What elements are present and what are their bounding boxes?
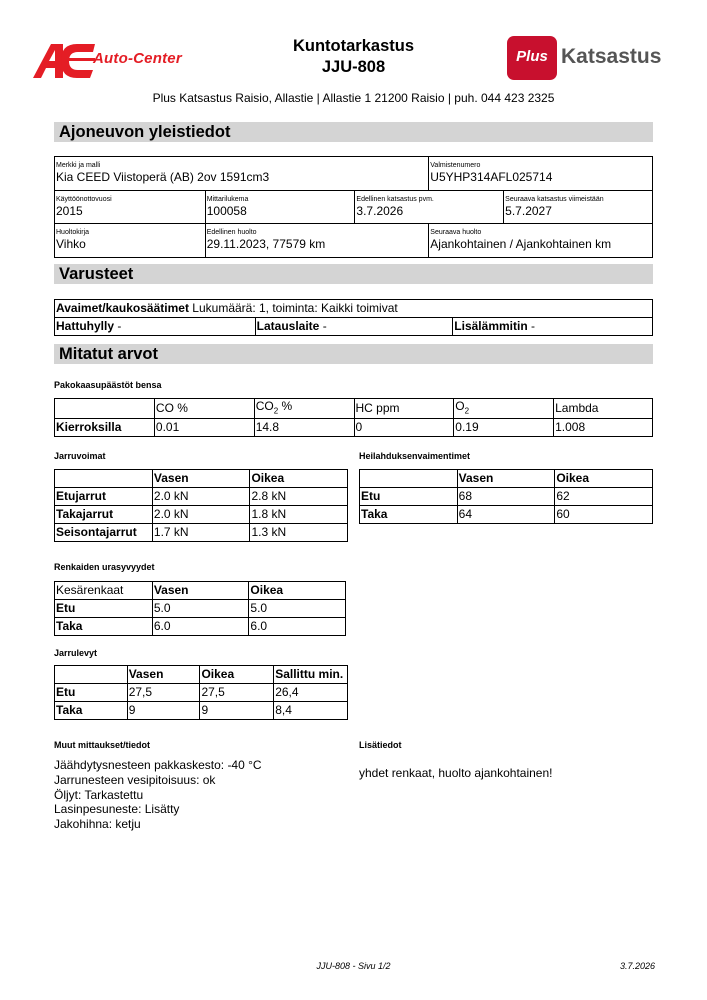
- plus-katsastus-logo: [507, 36, 672, 82]
- table-row: Taka 9 9 8,4: [55, 702, 348, 720]
- table-row: Etu 5.0 5.0: [55, 600, 346, 618]
- footer-page-number: JJU-808 - Sivu 1/2: [316, 961, 391, 971]
- table-row: Etujarrut 2.0 kN 2.8 kN: [55, 488, 348, 506]
- list-item: Jakohihna: ketju: [54, 817, 141, 832]
- service-book-cell: Huoltokirja Vihko: [55, 224, 206, 258]
- keys-row: Avaimet/kaukosäätimet Lukumäärä: 1, toiminta: Kaikki toimivat: [55, 300, 653, 318]
- section-heading-general: Ajoneuvon yleistiedot: [54, 122, 653, 142]
- list-item: Jarrunesteen vesipitoisuus: ok: [54, 772, 216, 787]
- katsastus-wordmark: Katsastus: [561, 45, 662, 68]
- vin-cell: Valmistenumero U5YHP314AFL025714: [429, 157, 653, 191]
- table-row: Taka 64 60: [360, 506, 653, 524]
- charger-cell: Latauslaite -: [255, 318, 453, 336]
- make-model-cell: Merkki ja malli Kia CEED Viistoperä (AB) 2ov 1591cm3: [55, 157, 429, 191]
- general-info-table: [54, 156, 653, 258]
- list-item: Öljyt: Tarkastettu: [54, 787, 144, 802]
- aux-heater-cell: Lisälämmitin -: [453, 318, 653, 336]
- brake-discs-title: Jarrulevyt: [54, 648, 98, 658]
- additional-info-title: Lisätiedot: [359, 740, 402, 750]
- make-model-value: Kia CEED Viistoperä (AB) 2ov 1591cm3: [56, 170, 270, 184]
- table-row: Takajarrut 2.0 kN 1.8 kN: [55, 506, 348, 524]
- tyre-depth-title: Renkaiden urasyvyydet: [54, 562, 155, 572]
- plus-badge: Plus: [507, 36, 557, 80]
- brake-discs-table: Vasen Oikea Sallittu min. Etu 27,5 27,5 26,4 Taka 9 9 8,4: [54, 665, 348, 720]
- title-plate: JJU-808: [321, 58, 386, 76]
- list-item: Jäähdytysnesteen pakkaskesto: -40 °C: [54, 758, 262, 772]
- brake-force-table: Vasen Oikea Etujarrut 2.0 kN 2.8 kN Takajarrut 2.0 kN 1.8 kN Seisontajarrut 1.7 kN 1.3 kN: [54, 469, 348, 542]
- tyre-depth-table: Kesärenkaat Vasen Oikea Etu 5.0 5.0 Taka 6.0 6.0: [54, 581, 346, 636]
- title-line-1: Kuntotarkastus: [292, 37, 415, 55]
- other-measurements-title: Muut mittaukset/tiedot: [54, 740, 150, 750]
- section-heading-equipment: Varusteet: [54, 264, 653, 284]
- next-service-cell: Seuraava huolto Ajankohtainen / Ajankohtainen km: [429, 224, 653, 258]
- table-row: Taka 6.0 6.0: [55, 618, 346, 636]
- section-heading-measured: Mitatut arvot: [54, 344, 653, 364]
- emissions-title: Pakokaasupäästöt bensa: [54, 380, 162, 390]
- other-measurements-list: [54, 758, 262, 832]
- equipment-table: [54, 299, 653, 336]
- auto-center-wordmark: Auto-Center: [93, 50, 182, 67]
- additional-info-text: yhdet renkaat, huolto ajankohtainen!: [359, 766, 553, 780]
- hat-shelf-cell: Hattuhylly -: [55, 318, 256, 336]
- table-row: Seisontajarrut 1.7 kN 1.3 kN: [55, 524, 348, 542]
- vin-value: U5YHP314AFL025714: [430, 170, 553, 184]
- station-address: Plus Katsastus Raisio, Allastie | Allastie 1 21200 Raisio | puh. 044 423 2325: [152, 91, 555, 105]
- previous-service-cell: Edellinen huolto 29.11.2023, 77579 km: [205, 224, 429, 258]
- next-inspection-cell: Seuraava katsastus viimeistään 5.7.2027: [504, 191, 653, 224]
- brake-force-title: Jarruvoimat: [54, 451, 106, 461]
- footer-date: 3.7.2026: [620, 961, 656, 971]
- previous-inspection-cell: Edellinen katsastus pvm. 3.7.2026: [355, 191, 504, 224]
- table-row: Etu 68 62: [360, 488, 653, 506]
- registration-year-cell: Käyttöönottovuosi 2015: [55, 191, 206, 224]
- list-item: Lasinpesuneste: Lisätty: [54, 802, 180, 817]
- emissions-table: CO % $CO_2$ % HC ppm $O_2$ Lambda Kierroksilla 0.01 14.8 0 0.19 1.008: [54, 398, 653, 437]
- shock-absorbers-table: Vasen Oikea Etu 68 62 Taka 64 60: [359, 469, 653, 524]
- table-row: Etu 27,5 27,5 26,4: [55, 684, 348, 702]
- shock-absorbers-title: Heilahduksenvaimentimet: [359, 451, 471, 461]
- odometer-cell: Mittarilukema 100058: [205, 191, 355, 224]
